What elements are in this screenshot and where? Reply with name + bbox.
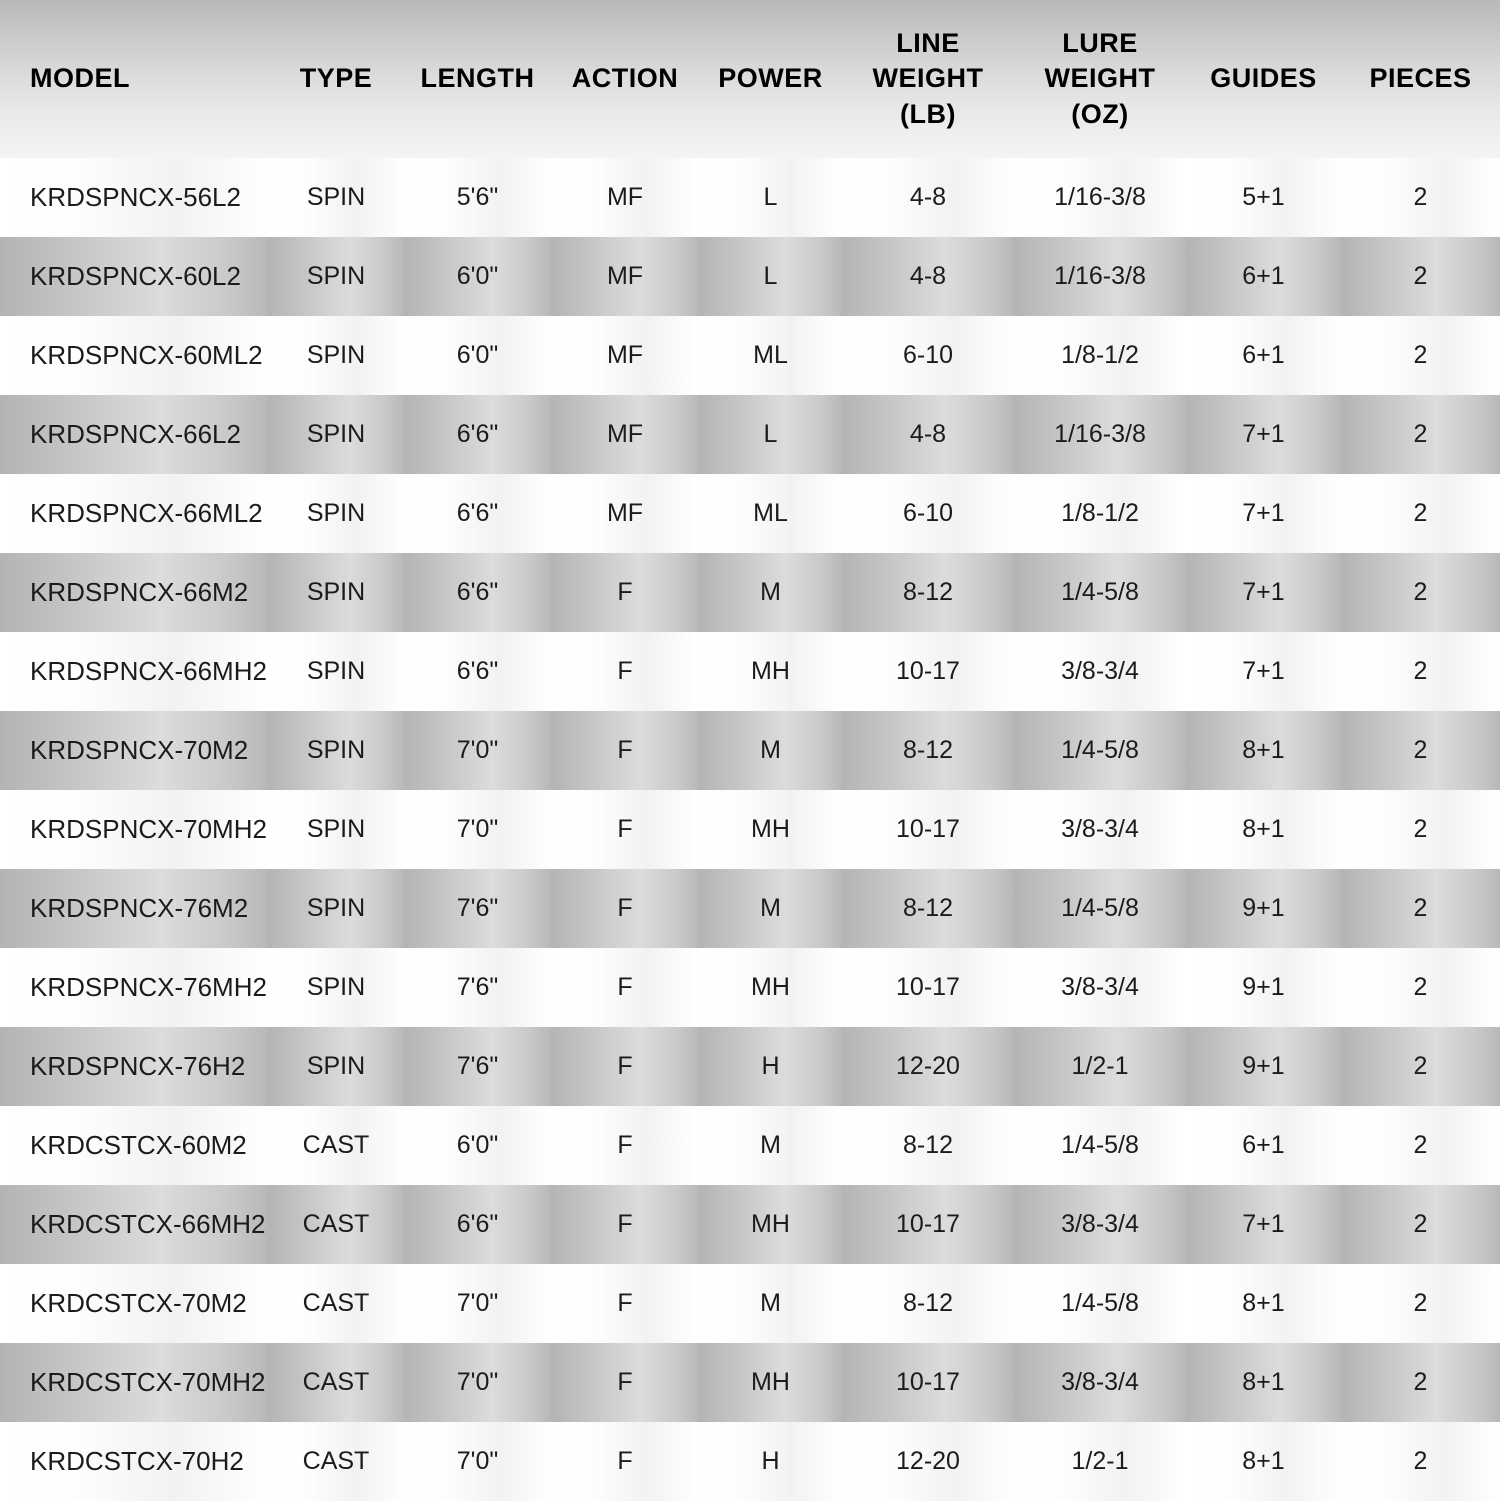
cell-lure-weight: 3/8-3/4: [1014, 1343, 1186, 1422]
cell-length: 6'6": [404, 632, 551, 711]
cell-line-weight: 8-12: [842, 1264, 1014, 1343]
cell-length: 7'0": [404, 1422, 551, 1501]
column-header-power: POWER: [699, 0, 842, 158]
cell-lure-weight: 1/8-1/2: [1014, 474, 1186, 553]
cell-power: M: [699, 1264, 842, 1343]
cell-line-weight: 8-12: [842, 711, 1014, 790]
cell-length: 7'6": [404, 1027, 551, 1106]
cell-guides: 8+1: [1186, 1343, 1341, 1422]
cell-power: MH: [699, 632, 842, 711]
cell-type: SPIN: [268, 316, 404, 395]
cell-length: 7'0": [404, 711, 551, 790]
cell-lure-weight: 3/8-3/4: [1014, 948, 1186, 1027]
cell-length: 6'6": [404, 553, 551, 632]
cell-guides: 6+1: [1186, 316, 1341, 395]
cell-length: 6'6": [404, 1185, 551, 1264]
cell-lure-weight: 3/8-3/4: [1014, 632, 1186, 711]
cell-power: L: [699, 237, 842, 316]
cell-length: 7'0": [404, 1264, 551, 1343]
cell-power: MH: [699, 1343, 842, 1422]
cell-action: F: [551, 1264, 699, 1343]
cell-guides: 7+1: [1186, 474, 1341, 553]
cell-line-weight: 10-17: [842, 632, 1014, 711]
table-row: [0, 395, 1500, 474]
table-row: [0, 948, 1500, 1027]
cell-pieces: 2: [1341, 1264, 1500, 1343]
cell-power: M: [699, 869, 842, 948]
cell-pieces: 2: [1341, 790, 1500, 869]
cell-pieces: 2: [1341, 869, 1500, 948]
cell-power: MH: [699, 1185, 842, 1264]
cell-power: MH: [699, 948, 842, 1027]
cell-guides: 7+1: [1186, 395, 1341, 474]
cell-type: CAST: [268, 1264, 404, 1343]
column-header-pieces: PIECES: [1341, 0, 1500, 158]
cell-lure-weight: 1/4-5/8: [1014, 1264, 1186, 1343]
cell-power: ML: [699, 474, 842, 553]
column-header-length: LENGTH: [404, 0, 551, 158]
cell-pieces: 2: [1341, 316, 1500, 395]
cell-guides: 8+1: [1186, 1422, 1341, 1501]
cell-line-weight: 4-8: [842, 395, 1014, 474]
cell-pieces: 2: [1341, 1185, 1500, 1264]
cell-guides: 7+1: [1186, 632, 1341, 711]
cell-pieces: 2: [1341, 711, 1500, 790]
cell-lure-weight: 1/16-3/8: [1014, 237, 1186, 316]
cell-length: 7'6": [404, 869, 551, 948]
cell-lure-weight: 1/16-3/8: [1014, 395, 1186, 474]
line-weight-line-2: WEIGHT: [872, 63, 984, 94]
table-row: [0, 1185, 1500, 1264]
cell-pieces: 2: [1341, 1106, 1500, 1185]
cell-line-weight: 8-12: [842, 1106, 1014, 1185]
cell-pieces: 2: [1341, 553, 1500, 632]
cell-line-weight: 10-17: [842, 790, 1014, 869]
cell-action: F: [551, 948, 699, 1027]
lure-weight-line-2: WEIGHT: [1044, 63, 1156, 94]
table-row: [0, 1422, 1500, 1501]
cell-type: SPIN: [268, 1027, 404, 1106]
cell-action: F: [551, 632, 699, 711]
cell-line-weight: 10-17: [842, 948, 1014, 1027]
cell-model: KRDSPNCX-66ML2: [0, 474, 268, 553]
lure-weight-line-3: (OZ): [1071, 98, 1129, 129]
cell-lure-weight: 1/4-5/8: [1014, 1106, 1186, 1185]
cell-type: SPIN: [268, 553, 404, 632]
column-header-action: ACTION: [551, 0, 699, 158]
cell-lure-weight: 1/2-1: [1014, 1027, 1186, 1106]
cell-power: M: [699, 1106, 842, 1185]
cell-guides: 6+1: [1186, 237, 1341, 316]
cell-power: M: [699, 553, 842, 632]
cell-line-weight: 4-8: [842, 237, 1014, 316]
cell-type: CAST: [268, 1106, 404, 1185]
cell-model: KRDSPNCX-60L2: [0, 237, 268, 316]
cell-line-weight: 10-17: [842, 1343, 1014, 1422]
cell-type: SPIN: [268, 237, 404, 316]
cell-pieces: 2: [1341, 948, 1500, 1027]
cell-type: CAST: [268, 1343, 404, 1422]
cell-guides: 5+1: [1186, 158, 1341, 237]
cell-length: 6'0": [404, 237, 551, 316]
cell-lure-weight: 1/4-5/8: [1014, 553, 1186, 632]
table-header: [0, 0, 1500, 158]
table-row: [0, 632, 1500, 711]
cell-length: 7'6": [404, 948, 551, 1027]
cell-model: KRDCSTCX-70MH2: [0, 1343, 268, 1422]
cell-guides: 7+1: [1186, 553, 1341, 632]
table-row: [0, 1106, 1500, 1185]
line-weight-line-1: LINE: [896, 27, 960, 58]
cell-action: F: [551, 869, 699, 948]
cell-action: MF: [551, 158, 699, 237]
cell-action: F: [551, 1343, 699, 1422]
cell-model: KRDSPNCX-66M2: [0, 553, 268, 632]
cell-pieces: 2: [1341, 158, 1500, 237]
table-row: [0, 237, 1500, 316]
cell-model: KRDCSTCX-70H2: [0, 1422, 268, 1501]
table-body: [0, 158, 1500, 1501]
cell-lure-weight: 3/8-3/4: [1014, 1185, 1186, 1264]
cell-action: F: [551, 1185, 699, 1264]
cell-power: H: [699, 1027, 842, 1106]
cell-model: KRDSPNCX-70MH2: [0, 790, 268, 869]
table-row: [0, 790, 1500, 869]
cell-pieces: 2: [1341, 1343, 1500, 1422]
cell-power: H: [699, 1422, 842, 1501]
cell-power: L: [699, 395, 842, 474]
cell-line-weight: 6-10: [842, 474, 1014, 553]
cell-type: SPIN: [268, 790, 404, 869]
cell-pieces: 2: [1341, 237, 1500, 316]
cell-power: L: [699, 158, 842, 237]
cell-guides: 8+1: [1186, 790, 1341, 869]
cell-model: KRDSPNCX-76H2: [0, 1027, 268, 1106]
table-row: [0, 869, 1500, 948]
cell-type: SPIN: [268, 948, 404, 1027]
cell-length: 7'0": [404, 790, 551, 869]
cell-action: MF: [551, 474, 699, 553]
cell-guides: 9+1: [1186, 1027, 1341, 1106]
cell-pieces: 2: [1341, 1027, 1500, 1106]
table-row: [0, 1027, 1500, 1106]
cell-guides: 6+1: [1186, 1106, 1341, 1185]
table-row: [0, 1343, 1500, 1422]
table-row: [0, 158, 1500, 237]
cell-type: SPIN: [268, 869, 404, 948]
cell-line-weight: 8-12: [842, 869, 1014, 948]
cell-model: KRDSPNCX-60ML2: [0, 316, 268, 395]
cell-length: 6'0": [404, 1106, 551, 1185]
cell-guides: 9+1: [1186, 948, 1341, 1027]
cell-pieces: 2: [1341, 474, 1500, 553]
column-header-model: MODEL: [0, 0, 268, 158]
cell-length: 5'6": [404, 158, 551, 237]
cell-type: SPIN: [268, 158, 404, 237]
line-weight-line-3: (LB): [900, 98, 956, 129]
cell-lure-weight: 3/8-3/4: [1014, 790, 1186, 869]
cell-pieces: 2: [1341, 395, 1500, 474]
cell-type: SPIN: [268, 395, 404, 474]
cell-line-weight: 12-20: [842, 1027, 1014, 1106]
cell-action: F: [551, 1027, 699, 1106]
cell-action: F: [551, 790, 699, 869]
table-row: [0, 553, 1500, 632]
column-header-type: TYPE: [268, 0, 404, 158]
cell-power: ML: [699, 316, 842, 395]
cell-action: MF: [551, 316, 699, 395]
header-row: [0, 0, 1500, 158]
cell-length: 6'0": [404, 316, 551, 395]
cell-line-weight: 12-20: [842, 1422, 1014, 1501]
cell-model: KRDSPNCX-70M2: [0, 711, 268, 790]
cell-type: SPIN: [268, 632, 404, 711]
cell-power: MH: [699, 790, 842, 869]
table-row: [0, 711, 1500, 790]
cell-type: SPIN: [268, 711, 404, 790]
cell-lure-weight: 1/16-3/8: [1014, 158, 1186, 237]
cell-action: F: [551, 711, 699, 790]
cell-model: KRDSPNCX-76MH2: [0, 948, 268, 1027]
cell-model: KRDCSTCX-60M2: [0, 1106, 268, 1185]
cell-type: SPIN: [268, 474, 404, 553]
cell-power: M: [699, 711, 842, 790]
cell-length: 7'0": [404, 1343, 551, 1422]
cell-pieces: 2: [1341, 632, 1500, 711]
cell-lure-weight: 1/2-1: [1014, 1422, 1186, 1501]
cell-length: 6'6": [404, 395, 551, 474]
column-header-lure-weight: [1014, 0, 1186, 158]
table-row: [0, 1264, 1500, 1343]
column-header-guides: GUIDES: [1186, 0, 1341, 158]
cell-action: MF: [551, 395, 699, 474]
cell-guides: 9+1: [1186, 869, 1341, 948]
lure-weight-line-1: LURE: [1062, 27, 1138, 58]
cell-model: KRDSPNCX-76M2: [0, 869, 268, 948]
cell-guides: 8+1: [1186, 711, 1341, 790]
cell-action: F: [551, 553, 699, 632]
cell-model: KRDSPNCX-66MH2: [0, 632, 268, 711]
column-header-line-weight: [842, 0, 1014, 158]
cell-guides: 8+1: [1186, 1264, 1341, 1343]
cell-lure-weight: 1/4-5/8: [1014, 711, 1186, 790]
cell-lure-weight: 1/4-5/8: [1014, 869, 1186, 948]
cell-action: F: [551, 1106, 699, 1185]
cell-line-weight: 4-8: [842, 158, 1014, 237]
cell-length: 6'6": [404, 474, 551, 553]
cell-model: KRDSPNCX-66L2: [0, 395, 268, 474]
cell-action: F: [551, 1422, 699, 1501]
cell-line-weight: 10-17: [842, 1185, 1014, 1264]
cell-model: KRDCSTCX-70M2: [0, 1264, 268, 1343]
cell-guides: 7+1: [1186, 1185, 1341, 1264]
cell-pieces: 2: [1341, 1422, 1500, 1501]
cell-model: KRDSPNCX-56L2: [0, 158, 268, 237]
cell-lure-weight: 1/8-1/2: [1014, 316, 1186, 395]
cell-line-weight: 6-10: [842, 316, 1014, 395]
cell-type: CAST: [268, 1185, 404, 1264]
cell-type: CAST: [268, 1422, 404, 1501]
table-row: [0, 474, 1500, 553]
cell-action: MF: [551, 237, 699, 316]
table-row: [0, 316, 1500, 395]
cell-model: KRDCSTCX-66MH2: [0, 1185, 268, 1264]
cell-line-weight: 8-12: [842, 553, 1014, 632]
